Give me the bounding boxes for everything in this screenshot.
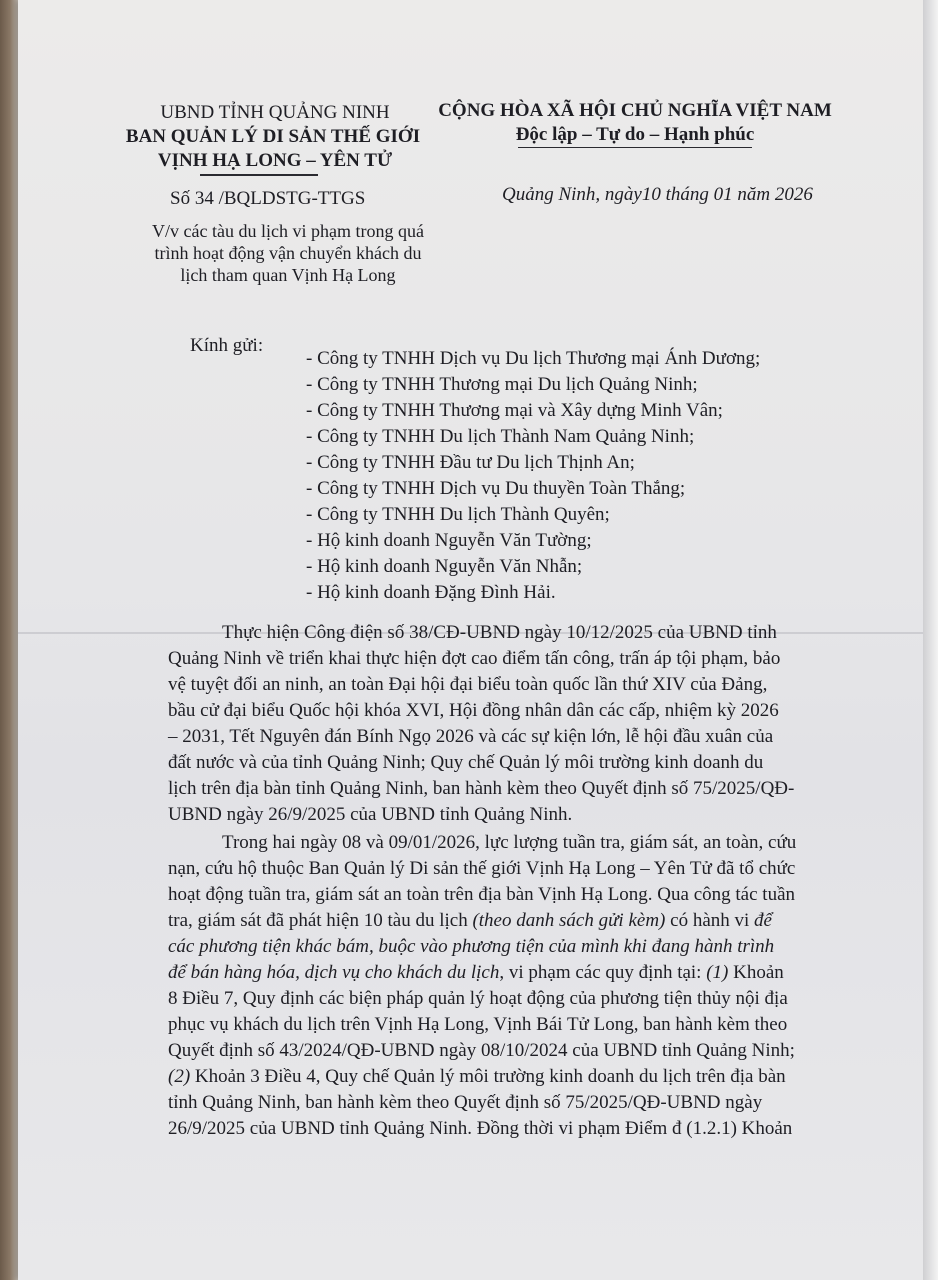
paragraph-line: UBND ngày 26/9/2025 của UBND tỉnh Quảng Ninh. [168,804,573,825]
recipient-item: - Công ty TNHH Du lịch Thành Quyên; [306,504,610,525]
paragraph-line: Quảng Ninh về triển khai thực hiện đợt cao điểm tấn công, trấn áp tội phạm, bảo [168,648,781,669]
recipients-label: Kính gửi: [190,335,264,356]
recipient-item: - Công ty TNHH Du lịch Thành Nam Quảng Ninh; [306,426,695,447]
text-run: , vi phạm các quy định tại: [499,962,707,983]
recipient-item: - Công ty TNHH Thương mại và Xây dựng Minh Vân; [306,400,723,421]
agency-name: BAN QUẢN LÝ DI SẢN THẾ GIỚI [125,126,421,147]
recipient-item: - Hộ kinh doanh Nguyễn Văn Tường; [306,530,592,551]
recipient-item: - Công ty TNHH Dịch vụ Du thuyền Toàn Thắng; [306,478,686,499]
paragraph-line: phục vụ khách du lịch trên Vịnh Hạ Long, Vịnh Bái Tử Long, ban hành kèm theo [168,1014,788,1035]
paragraph-line: vệ tuyệt đối an ninh, an toàn Đại hội đại biểu toàn quốc lần thứ XIV của Đảng, [168,674,768,695]
text-run-italic: (2) [168,1066,191,1087]
subject-line-3: lịch tham quan Vịnh Hạ Long [180,265,396,285]
paragraph-line: bầu cử đại biểu Quốc hội khóa XVI, Hội đồng nhân dân các cấp, nhiệm kỳ 2026 [168,700,779,721]
text-run-italic: để [754,910,772,931]
text-run-italic: (theo danh sách gửi kèm) [472,910,666,931]
motto-underline [518,147,752,148]
subject-line-2: trình hoạt động vận chuyển khách du [154,243,422,263]
paragraph-line [168,908,772,934]
recipient-item: - Công ty TNHH Dịch vụ Du lịch Thương mại Ánh Dương; [306,348,761,369]
paragraph-line: lịch trên địa bàn tỉnh Quảng Ninh, ban hành kèm theo Quyết định số 75/2025/QĐ- [168,778,795,799]
paragraph-line: Trong hai ngày 08 và 09/01/2026, lực lượng tuần tra, giám sát, an toàn, cứu [222,832,797,853]
paragraph-line: – 2031, Tết Nguyên đán Bính Ngọ 2026 và các sự kiện lớn, lễ hội đầu xuân của [168,726,774,747]
document-number: Số 34 /BQLDSTG-TTGS [170,188,366,209]
paragraph-line: hoạt động tuần tra, giám sát an toàn trên địa bàn Vịnh Hạ Long. Qua công tác tuần [168,884,795,905]
text-run: Khoản [728,962,784,983]
paragraph-line: Quyết định số 43/2024/QĐ-UBND ngày 08/10/2024 của UBND tỉnh Quảng Ninh; [168,1040,795,1061]
page-edge [923,0,938,1280]
paragraph-line: 26/9/2025 của UBND tỉnh Quảng Ninh. Đồng thời vi phạm Điểm đ (1.2.1) Khoản [168,1118,793,1139]
national-title: CỘNG HÒA XÃ HỘI CHỦ NGHĨA VIỆT NAM [438,100,832,121]
text-run-italic: (1) [706,962,729,983]
paragraph-line: nạn, cứu hộ thuộc Ban Quản lý Di sản thế giới Vịnh Hạ Long – Yên Tử đã tổ chức [168,858,796,879]
paragraph-line [168,1064,786,1090]
text-run-italic: để bán hàng hóa, dịch vụ cho khách du lịch [168,962,500,983]
recipient-item: - Công ty TNHH Thương mại Du lịch Quảng Ninh; [306,374,698,395]
national-motto: Độc lập – Tự do – Hạnh phúc [515,124,755,145]
paragraph-line: Thực hiện Công điện số 38/CĐ-UBND ngày 10/12/2025 của UBND tỉnh [222,622,777,643]
recipient-item: - Hộ kinh doanh Đặng Đình Hải. [306,582,556,603]
text-run: tra, giám sát đã phát hiện 10 tàu du lịch [168,910,473,931]
subject-line-1: V/v các tàu du lịch vi phạm trong quá [152,221,424,241]
paragraph-line: tỉnh Quảng Ninh, ban hành kèm theo Quyết định số 75/2025/QĐ-UBND ngày [168,1092,763,1113]
recipient-item: - Công ty TNHH Đầu tư Du lịch Thịnh An; [306,452,635,473]
paragraph-line: đất nước và của tỉnh Quảng Ninh; Quy chế Quản lý môi trường kinh doanh du [168,752,764,773]
header-left-underline [200,174,318,176]
recipient-item: - Hộ kinh doanh Nguyễn Văn Nhẫn; [306,556,583,577]
text-run: Khoản 3 Điều 4, Quy chế Quản lý môi trường kinh doanh du lịch trên địa bàn [190,1066,786,1087]
place-date: Quảng Ninh, ngày10 tháng 01 năm 2026 [502,184,813,205]
text-run: có hành vi [665,910,755,931]
paragraph-line [168,960,784,986]
paragraph-line: 8 Điều 7, Quy định các biện pháp quản lý hoạt động của phương tiện thủy nội địa [168,988,788,1009]
paragraph-line: các phương tiện khác bám, buộc vào phương tiện của mình khi đang hành trình [168,936,775,957]
agency-name-line2: VỊNH HẠ LONG – YÊN TỬ [157,150,393,171]
agency-parent: UBND TỈNH QUẢNG NINH [160,102,390,123]
